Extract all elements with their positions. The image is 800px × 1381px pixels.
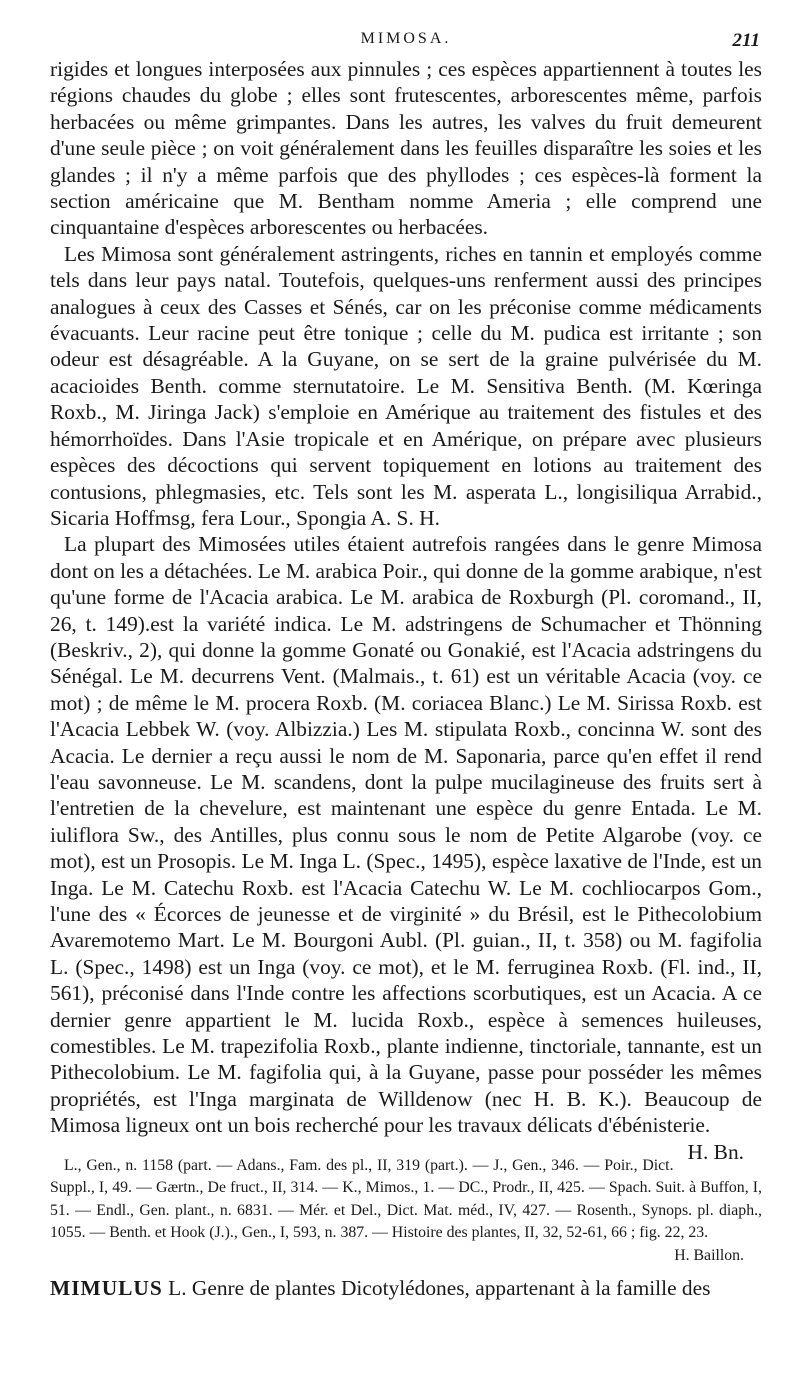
next-entry	[50, 1275, 762, 1301]
running-head	[50, 22, 762, 56]
bibliography-signature: H. Baillon.	[674, 1247, 744, 1265]
bibliography-text: L., Gen., n. 1158 (part. — Adans., Fam. des pl., II, 319 (part.). — J., Gen., 346. — Poir., Dict. Suppl., I, 49. — Gærtn., De fruct., II, 314. — K., Mimos., 1. — DC., Prodr., II, 425. — Spach. Suit. à Buffon, I, 51. — Endl., Gen. plant., n. 6831. — Mér. et Del., Dict. Mat. méd., IV, 427. — Rosenth., Synops. pl. diaph., 1055. — Benth. et Hook (J.)., Gen., I, 593, n. 387. — Histoire des plantes, II, 32, 52-61, 66 ; fig. 22, 23.	[50, 1156, 762, 1242]
entry-headword: MIMULUS	[50, 1276, 163, 1301]
paragraph-medicinal-uses: Les Mimosa sont généralement astringents, riches en tannin et employés comme tels dans leur pays natal. Toutefois, quelques-uns renferment aussi des principes analogues à ceux des Casses et Sénés, car on les préconise comme médicaments évacuants. Leur racine peut être tonique ; celle du M. pudica est irritante ; son odeur est désagréable. A la Guyane, on se sert de la graine pulvérisée du M. acacioides Benth. comme sternutatoire. Le M. Sensitiva Benth. (M. Kœringa Roxb., M. Jiringa Jack) s'emploie en Amérique au traitement des fistules et des hémorrhoïdes. Dans l'Asie tropicale et en Amérique, on prépare avec plusieurs espèces des décoctions qui servent topiquement en lotions au traitement des contusions, phlegmasies, etc. Tels sont les M. asperata L., longisiliqua Arrabid., Sicaria Hoffmsg, fera Lour., Spongia A. S. H.	[50, 241, 762, 530]
article-body	[50, 56, 762, 1164]
entry-text: Genre de plantes Dicotylédones, appartenant à la famille des	[191, 1276, 711, 1301]
author-signature: H. Bn.	[687, 1139, 744, 1164]
running-title: MIMOSA.	[360, 30, 452, 47]
paragraph-useful-mimoseae	[50, 531, 762, 1164]
entry-author: L.	[168, 1276, 187, 1301]
paragraph-useful-mimoseae-text: La plupart des Mimosées utiles étaient autrefois rangées dans le genre Mimosa dont on les a détachées. Le M. arabica Poir., qui donne de la gomme arabique, n'est qu'une forme de l'Acacia arabica. Le M. arabica de Roxburgh (Pl. coromand., II, 26, t. 149).est la variété indica. Le M. adstringens de Schumacher et Thönning (Beskriv., 2), qui donne la gomme Gonaté ou Gonakié, est l'Acacia adstringens du Sénégal. Le M. decurrens Vent. (Malmais., t. 61) est un véritable Acacia (voy. ce mot) ; de même le M. procera Roxb. (M. coriacea Blanc.) Le M. Sirissa Roxb. est l'Acacia Lebbek W. (voy. Albizzia.) Les M. stipulata Roxb., concinna W. sont des Acacia. Le dernier a reçu aussi le nom de M. Saponaria, parce qu'en effet il rend l'eau savonneuse. Le M. scandens, dont la pulpe mucilagineuse des fruits sert à l'entretien de la chevelure, est maintenant une espèce du genre Entada. Le M. iuliflora Sw., des Antilles, plus connu sous le nom de Petite Algarobe (voy. ce mot), est un Prosopis. Le M. Inga L. (Spec., 1495), espèce laxative de l'Inde, est un Inga. Le M. Catechu Roxb. est l'Acacia Catechu W. Le M. cochliocarpos Gom., l'une des « Écorces de jeunesse et de virginité » du Brésil, est le Pithecolobium Avaremotemo Mart. Le M. Bourgoni Aubl. (Pl. guian., II, t. 358) ou M. fagifolia L. (Spec., 1498) est un Inga (voy. ce mot), et le M. ferruginea Roxb. (Fl. ind., II, 561), préconisé dans l'Inde contre les affections scorbutiques, est un Acacia. A ce dernier genre appartient le M. lucida Roxb., espèce à semences huileuses, comestibles. Le M. trapezifolia Roxb., plante indienne, tinctoriale, tannante, est un Pithecolobium. Le M. fagifolia qui, à la Guyane, passe pour posséder les mêmes propriétés, est l'Inga marginata de Willdenow (nec H. B. K.). Beaucoup de Mimosa ligneux ont un bois recherché pour les travaux délicats d'ébénisterie.	[50, 532, 762, 1138]
page-number: 211	[732, 30, 760, 51]
bibliography	[50, 1155, 762, 1265]
paragraph-continuation: rigides et longues interposées aux pinnules ; ces espèces appartiennent à toutes les régions chaudes du globe ; elles sont frutescentes, arborescentes même, parfois herbacées ou même grimpantes. Dans les autres, les valves du fruit demeurent d'une seule pièce ; on voit généralement dans les feuilles disparaître les soies et les glandes ; il n'y a même parfois que des phyllodes ; ces espèces-là forment la section américaine que M. Bentham nomme Ameria ; elle comprend une cinquantaine d'espèces arborescentes ou herbacées.	[50, 57, 762, 240]
